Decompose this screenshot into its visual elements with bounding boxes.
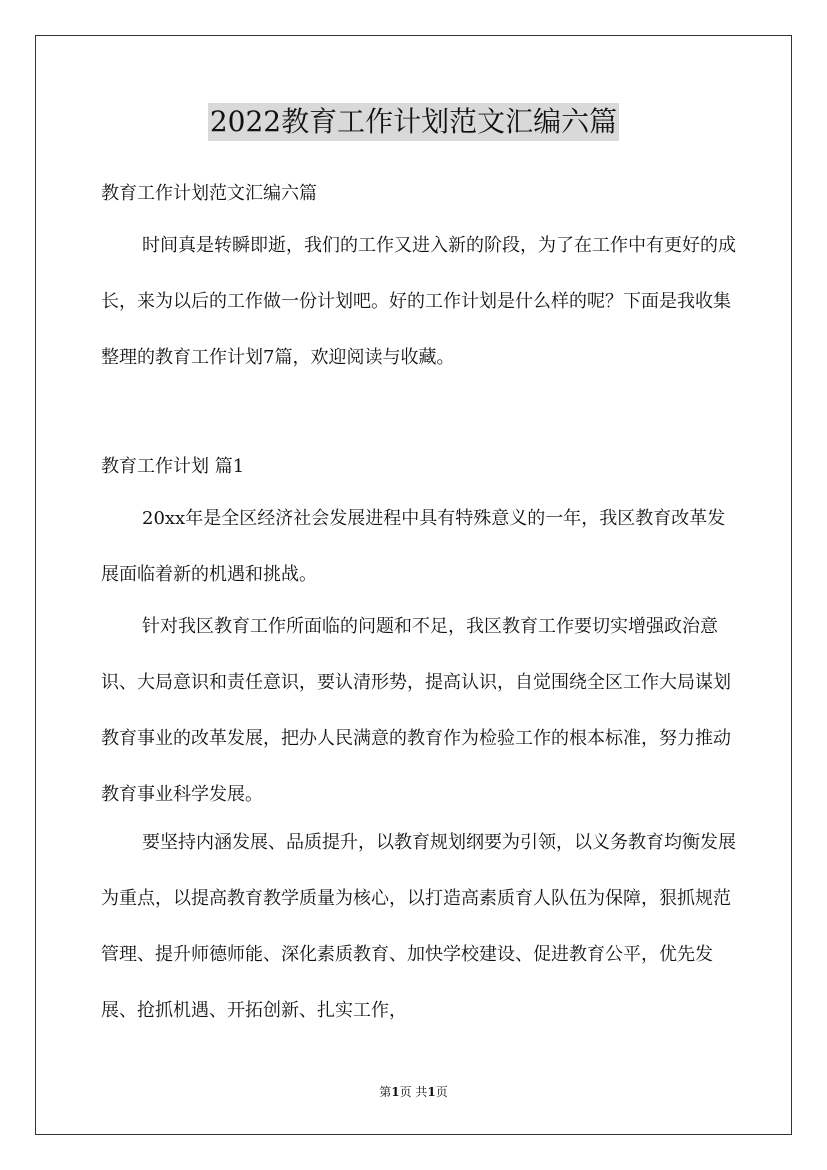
paragraph-text: 针对我区教育工作所面临的问题和不足，我区教育工作要切实增强政治意识、大局意识和责任意识，要认清形势，提高认识，自觉围绕全区工作大局谋划教育事业的改革发展，把办人民满意的教育作为检验工作的根本标准，努力推动教育事业科学发展。 (101, 616, 731, 805)
paragraph-1 (101, 491, 741, 603)
footer-prefix: 第 (379, 1085, 392, 1099)
document-title: 2022教育工作计划范文汇编六篇 (208, 103, 619, 141)
paragraph-text: 20xx年是全区经济社会发展进程中具有特殊意义的一年，我区教育改革发展面临着新的机遇和挑战。 (101, 508, 726, 585)
title-wrap (0, 103, 827, 141)
intro-paragraph (101, 218, 741, 386)
paragraph-text: 要坚持内涵发展、品质提升，以教育规划纲要为引领，以义务教育均衡发展为重点，以提高教育教学质量为核心，以打造高素质育人队伍为保障，狠抓规范管理、提升师德师能、深化素质教育、加快学校建设、促进教育公平，优先发展、抢抓机遇、开拓创新、扎实工作， (101, 832, 736, 1021)
section-heading: 教育工作计划 篇1 (101, 456, 245, 477)
intro-text: 时间真是转瞬即逝，我们的工作又进入新的阶段，为了在工作中有更好的成长，来为以后的工作做一份计划吧。好的工作计划是什么样的呢？下面是我收集整理的教育工作计划7篇，欢迎阅读与收藏。 (101, 235, 736, 368)
page-footer (0, 1083, 827, 1101)
footer-page-current: 1 (391, 1085, 400, 1099)
paragraph-3 (101, 815, 741, 1039)
footer-mid: 页 共 (399, 1085, 428, 1099)
document-subtitle: 教育工作计划范文汇编六篇 (101, 183, 317, 204)
footer-suffix: 页 (435, 1085, 448, 1099)
paragraph-2 (101, 599, 741, 823)
footer-page-total: 1 (427, 1085, 436, 1099)
